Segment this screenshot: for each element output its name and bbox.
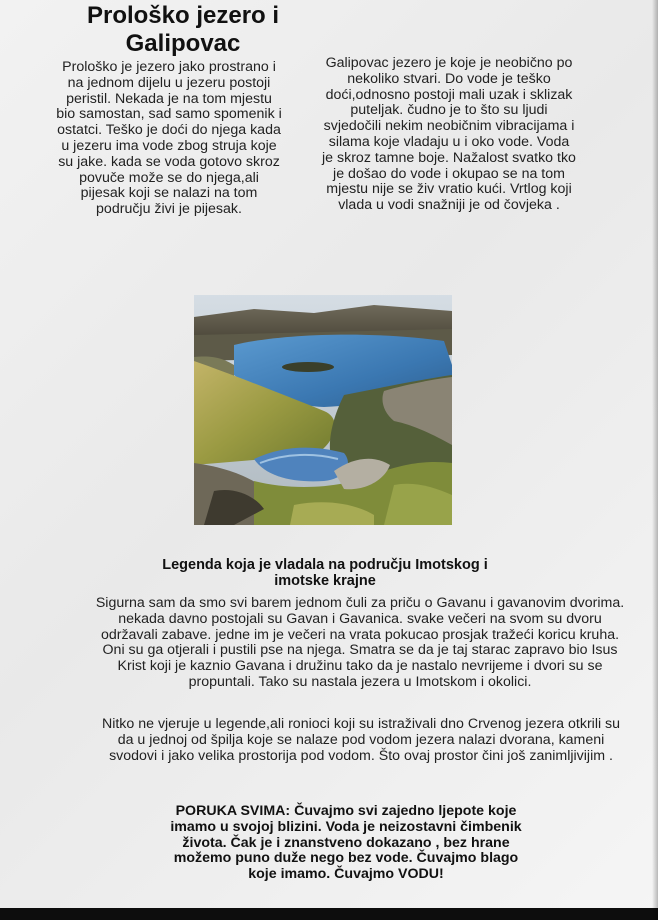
divers-paragraph: Nitko ne vjeruje u legende,ali ronioci koji su istraživali dno Crvenog jezera otkrili su da u jednoj od špilja koje se nalaze pod vodom jezera nalazi dvorana, kameni svodovi i jako velika prostorija pod vodom. Što ovaj prostor čini još zanimljivijim . [101, 716, 621, 764]
left-column-text: Prološko je jezero jako prostrano i na jednom dijelu u jezeru postoji peristil. Nekada je na tom mjestu bio samostan, sad samo spomenik i ostatci. Teško je doći do njega kada u jezeru ima vode zbog struja koje su jake. kada se voda gotovo skroz povuče može se do njega,ali pijesak koji se nalazi na tom području živi je pijesak. [56, 59, 282, 218]
legend-subtitle: Legenda koja je vladala na području Imotskog i imotske krajne [162, 557, 488, 589]
lake-landscape-photo [194, 295, 452, 525]
photo-bottom-edge [0, 908, 658, 920]
right-column-text: Galipovac jezero je koje je neobično po nekoliko stvari. Do vode je teško doći,odnosno postoji mali uzak i sklizak puteljak. čudno je to što su ljudi svjedočili nekim neobičnim vibracijama i silama koje vladaju u i oko vode. Voda je skroz tamne boje. Nažalost svatko tko je došao do vode i okupao se na tom mjestu nije se živ vratio kući. Vrtlog koji vlada u vodi snažniji je od čovjeka . [322, 55, 576, 214]
document-title: Prološko jezero i Galipovac [86, 2, 280, 57]
closing-message: PORUKA SVIMA: Čuvajmo svi zajedno ljepote koje imamo u svojoj blizini. Voda je neizostavni čimbenik života. Čak je i znanstveno dokazano , bez hrane možemo puno duže nego bez vode. Čuvajmo blago koje imamo. Čuvajmo VODU! [170, 803, 522, 883]
legend-paragraph: Sigurna sam da smo svi barem jednom čuli za priču o Gavanu i gavanovim dvorima. nekada davno postojali su Gavan i Gavanica. svake večeri na svom su dvoru održavali zabave. jedne im je večeri na vrata pokucao prosjak tražeći koricu kruha. Oni su ga otjerali i pustili pse na njega. Smatra se da je taj starac zapravo bio Isus Krist koji je kaznio Gavana i družinu tako da je nastalo nevrijeme i dvori su se propuntali. Tako su nastala jezera u Imotskom i okolici. [95, 595, 625, 690]
photo-right-edge [652, 0, 658, 920]
